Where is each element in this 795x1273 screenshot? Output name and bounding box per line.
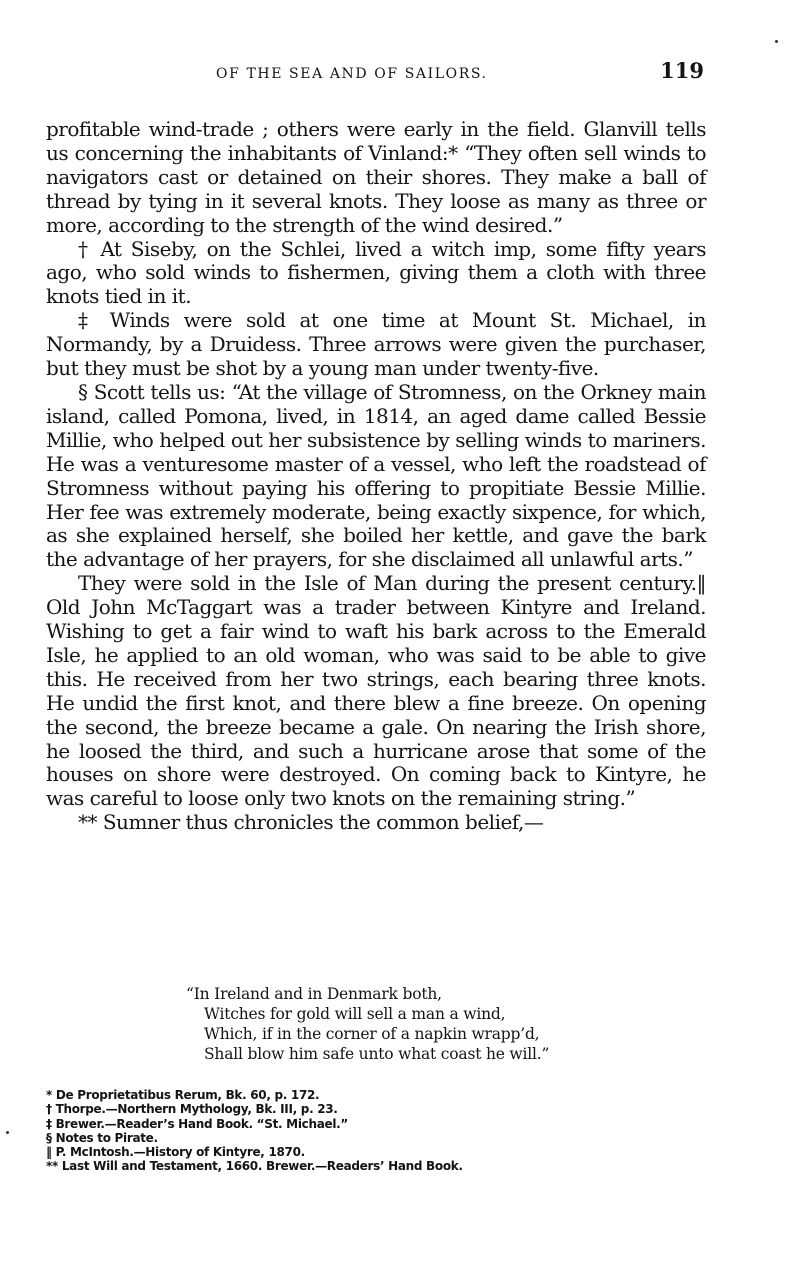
poem-line: “In Ireland and in Denmark both, bbox=[186, 985, 442, 1003]
page-number: 119 bbox=[660, 58, 704, 83]
page-header bbox=[46, 58, 706, 88]
paragraph: † At Siseby, on the Schlei, lived a witch imp, some fifty years ago, who sold winds to fishermen, giving them a cloth with three knots tied in it. bbox=[46, 236, 706, 309]
running-head: OF THE SEA AND OF SAILORS. bbox=[216, 66, 488, 82]
poem-line: Shall blow him safe unto what coast he will.” bbox=[204, 1045, 550, 1063]
poem-quotation bbox=[186, 984, 549, 1064]
footnote: ‡ Brewer.—Reader’s Hand Book. “St. Michael.” bbox=[46, 1116, 348, 1131]
footnotes bbox=[46, 1088, 463, 1174]
paragraph: § Scott tells us: “At the village of Stromness, on the Orkney main island, called Pomona, lived, in 1814, an aged dame called Bessie Millie, who helped out her subsistence by selling winds to mariners. He was a venturesome master of a vessel, who left the roadstead of Stromness without paying his offering to propitiate Bessie Millie. Her fee was extremely moderate, being exactly sixpence, for which, as she explained herself, she boiled her kettle, and gave the bark the advantage of her prayers, for she disclaimed all unlawful arts.” bbox=[46, 379, 706, 572]
book-page bbox=[46, 58, 706, 1174]
paragraph: ** Sumner thus chronicles the common belief,— bbox=[78, 810, 544, 835]
scan-speck bbox=[775, 40, 778, 43]
paragraph: They were sold in the Isle of Man during the present century.‖ Old John McTaggart was a trader between Kintyre and Ireland. Wishing to get a fair wind to waft his bark across to the Emerald Isle, he applied to an old woman, who was said to be able to give this. He received from her two strings, each bearing three knots. He undid the first knot, and there blew a fine breeze. On opening the second, the breeze became a gale. On nearing the Irish shore, he loosed the third, and such a hurricane arose that some of the houses on shore were destroyed. On coming back to Kintyre, he was careful to loose only two knots on the remaining string.” bbox=[46, 571, 706, 811]
paragraph: ‡ Winds were sold at one time at Mount St. Michael, in Normandy, by a Druidess. Three arrows were given the purchaser, but they must be shot by a young man under twenty-five. bbox=[46, 308, 706, 381]
paragraph: profitable wind-trade ; others were early in the field. Glanvill tells us concerning the inhabitants of Vinland:* “They often sell winds to navigators cast or detained on their shores. They make a ball of thread by tying in it several knots. They loose as many as three or more, according to the strength of the wind desired.” bbox=[46, 117, 706, 237]
poem-line: Which, if in the corner of a napkin wrapp’d, bbox=[204, 1025, 540, 1043]
body-text bbox=[46, 118, 706, 835]
poem-line: Witches for gold will sell a man a wind, bbox=[204, 1005, 506, 1023]
footnote: † Thorpe.—Northern Mythology, Bk. III, p. 23. bbox=[46, 1102, 338, 1117]
footnote: § Notes to Pirate. bbox=[46, 1130, 158, 1145]
scan-speck bbox=[6, 1131, 9, 1134]
footnote: ** Last Will and Testament, 1660. Brewer.—Readers’ Hand Book. bbox=[46, 1159, 463, 1174]
footnote: ‖ P. McIntosh.—History of Kintyre, 1870. bbox=[46, 1145, 305, 1160]
footnote: * De Proprietatibus Rerum, Bk. 60, p. 172. bbox=[46, 1088, 320, 1102]
